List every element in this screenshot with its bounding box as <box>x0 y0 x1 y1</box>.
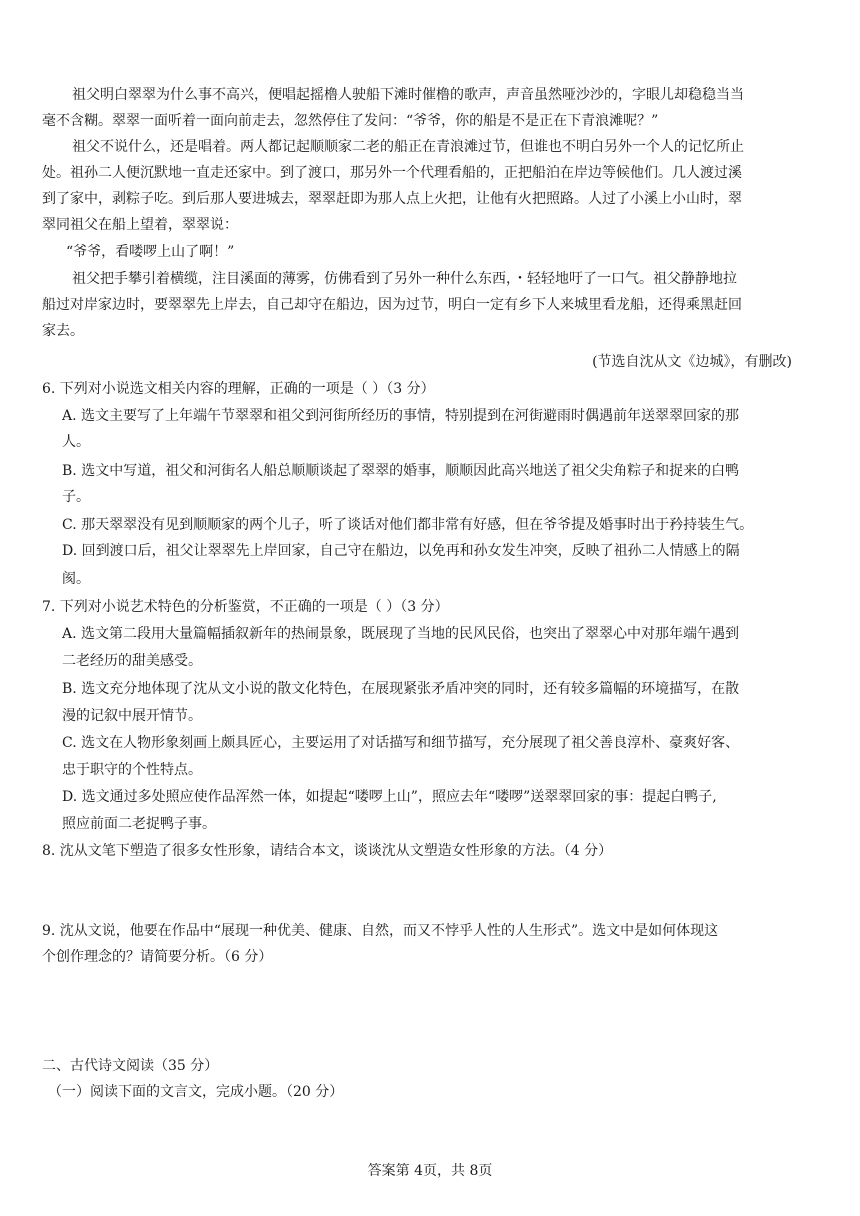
passage-paragraph-2-line-3: 到了家中，剥粽子吃。到后那人要进城去，翠翠赶即为那人点上火把，让他有火把照路。人过了小溪上小山时，翠 <box>42 191 742 207</box>
passage-paragraph-4-line-2: 船过对岸家边时，要翠翠先上岸去，自己却守在船边，因为过节，明白一定有乡下人来城里看龙船，还得乘黑赶回 <box>42 297 742 313</box>
question-7-option-d-line-2: 照应前面二老捉鸭子事。 <box>62 816 216 832</box>
passage-paragraph-1-line-1: 祖父明白翠翠为什么事不高兴，便唱起摇橹人驶船下滩时催橹的歌声，声音虽然哑沙沙的，字眼儿却稳稳当当 <box>72 87 744 103</box>
passage-paragraph-4-line-3: 家去。 <box>42 323 84 339</box>
passage-paragraph-1-line-2: 毫不含糊。翠翠一面听着一面向前走去，忽然停住了发问：“爷爷，你的船是不是正在下青浪滩呢？” <box>42 113 659 129</box>
section-2-title: 二、古代诗文阅读（35 分） <box>42 1058 219 1074</box>
question-7-option-c-line-1: C. 选文在人物形象刻画上颇具匠心，主要运用了对话描写和细节描写，充分展现了祖父善良淳朴、豪爽好客、 <box>62 735 740 751</box>
passage-paragraph-2-line-2: 处。祖孙二人便沉默地一直走还家中。到了渡口，那另外一个代理看船的，正把船泊在岸边等候他们。几人渡过溪 <box>42 165 742 181</box>
question-6-option-c: C. 那天翠翠没有见到顺顺家的两个儿子，听了谈话对他们都非常有好感，但在爷爷提及婚事时出于矜持装生气。 <box>62 517 754 533</box>
question-7-stem: 7. 下列对小说艺术特色的分析鉴赏，不正确的一项是（ ）（3 分） <box>42 599 449 615</box>
question-7-option-d-line-1: D. 选文通过多处照应使作品浑然一体，如提起“喽啰上山”，照应去年“喽啰”送翠翠回家的事：提起白鸭子, <box>62 789 717 805</box>
question-7-option-c-line-2: 忠于职守的个性特点。 <box>62 762 202 778</box>
question-6-option-a-line-1: A. 选文主要写了上年端午节翠翠和祖父到河街所经历的事情，特别提到在河街避雨时偶遇前年送翠翠回家的那 <box>62 408 740 424</box>
page-footer: 答案第 4页，共 8页 <box>367 1163 493 1179</box>
question-6-option-a-line-2: 人。 <box>62 434 90 450</box>
section-2-subsection-1: （一）阅读下面的文言文，完成小题。（20 分） <box>48 1084 344 1100</box>
passage-paragraph-4-line-1: 祖父把手攀引着横缆，注目溪面的薄雾，仿佛看到了另外一种什么东西，・轻轻地吁了一口气。祖父静静地拉 <box>72 271 737 287</box>
passage-paragraph-3: “爷爷，看喽啰上山了啊！” <box>66 244 235 260</box>
question-6-option-b-line-1: B. 选文中写道，祖父和河街名人船总顺顺谈起了翠翠的婚事，顺顺因此高兴地送了祖父尖角粽子和捉来的白鸭 <box>62 463 740 479</box>
question-6-option-d-line-2: 阂。 <box>62 571 90 587</box>
question-9-stem-line-2: 个创作理念的？请简要分析。（6 分） <box>42 949 273 965</box>
question-8-stem: 8. 沈从文笔下塑造了很多女性形象，请结合本文，谈谈沈从文塑造女性形象的方法。（4 分） <box>42 843 613 859</box>
question-6-option-b-line-2: 子。 <box>62 489 90 505</box>
question-6-option-d-line-1: D. 回到渡口后，祖父让翠翠先上岸回家，自己守在船边，以免再和孙女发生冲突，反映了祖孙二人情感上的隔 <box>62 543 740 559</box>
question-7-option-b-line-2: 漫的记叙中展开情节。 <box>62 708 202 724</box>
question-9-stem-line-1: 9. 沈从文说，他要在作品中“展现一种优美、健康、自然，而又不悖乎人性的人生形式”。选文中是如何体现这 <box>42 923 719 939</box>
question-7-option-a-line-2: 二老经历的甜美感受。 <box>62 653 202 669</box>
passage-source: (节选自沈从文《边城》，有删改) <box>592 354 792 370</box>
question-6-stem: 6. 下列对小说选文相关内容的理解，正确的一项是（ ）（3 分） <box>42 381 435 397</box>
passage-paragraph-2-line-1: 祖父不说什么，还是唱着。两人都记起顺顺家二老的船正在青浪滩过节，但谁也不明白另外一个人的记忆所止 <box>72 139 744 155</box>
passage-paragraph-2-line-4: 翠同祖父在船上望着，翠翠说： <box>42 217 238 233</box>
question-7-option-a-line-1: A. 选文第二段用大量篇幅插叙新年的热闹景象，既展现了当地的民风民俗，也突出了翠翠心中对那年端午遇到 <box>62 626 740 642</box>
question-7-option-b-line-1: B. 选文充分地体现了沈从文小说的散文化特色，在展现紧张矛盾冲突的同时，还有较多篇幅的环境描写，在散 <box>62 681 740 697</box>
